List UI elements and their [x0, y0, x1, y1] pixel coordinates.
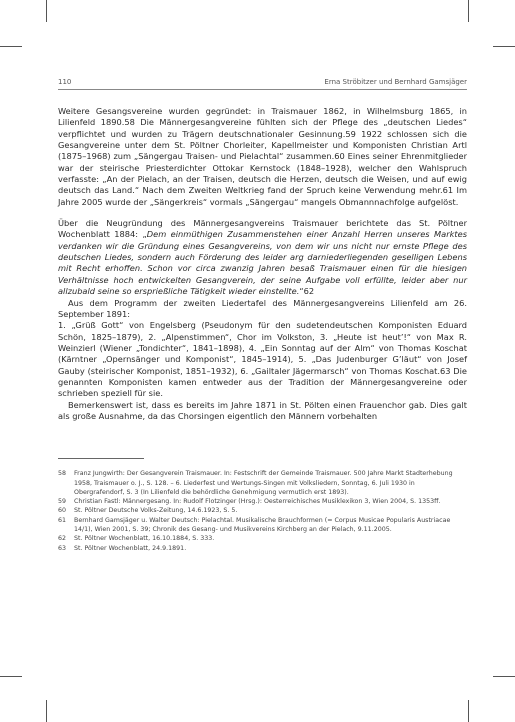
wochenblatt-quote: Dem einmüthigen Zusammenstehen einer Anzahl Herren unseres Marktes verdanken wir die Gründung eines Gesangvereins, von dem wir uns nicht nur ernste Pflege des deutschen Liedes, sondern auch Förderung des leider arg darniederliegenden geselligen Lebens mit Recht erhoffen. Schon vor circa zwanzig Jahren besaß Traismauer einen für die hiesigen Verhältnisse hoch entwickelten Gesangverein, der seine Aufgabe voll erfüllte, leider aber nur allzubald seine so ersprießliche Tätigkeit wieder einstellte.	[58, 229, 467, 297]
paragraph-wochenblatt	[58, 218, 467, 297]
crop-mark-bottom-left-v	[46, 700, 47, 722]
footnote-number: 58	[58, 470, 67, 478]
paragraph-wochenblatt-end: “62	[299, 286, 315, 297]
footnote-63	[58, 544, 467, 553]
body-text	[58, 106, 467, 422]
footnotes	[58, 469, 467, 553]
running-header-authors: Erna Ströbitzer und Bernhard Gamsjäger	[324, 78, 467, 86]
footnote-text: Franz Jungwirth: Der Gesangverein Traismauer. In: Festschrift der Gemeinde Traismauer. 500 Jahre Markt Stadterhebung 1958, Traismauer o. J., S. 128. – 6. Liederfest und Wertungs-Singen mit Volksliedern, Sonntag, 6. Juli 1930 in Obergrafendorf, S. 3 (In Lilienfeld die behördliche Genehmigung vermutlich erst 1893).	[74, 470, 453, 496]
paragraph-wochenblatt-intro: Über die Neugründung des Männergesangvereins Traismauer berichtete das St. Pöltner Wochenblatt 1884: „	[58, 218, 467, 240]
paragraph-frauenchor: Bemerkenswert ist, dass es bereits im Jahre 1871 in St. Pölten einen Frauenchor gab. Dies galt als große Ausnahme, da das Chorsingen eigentlich den Männern vorbehalten	[58, 399, 467, 421]
crop-mark-top-right-v	[468, 0, 469, 22]
footnote-number: 61	[58, 516, 67, 524]
footnote-58	[58, 469, 467, 497]
footnote-rule	[58, 458, 144, 459]
crop-mark-bottom-right-h	[493, 676, 515, 677]
paragraph-programm: Aus dem Programm der zweiten Liedertafel des Männergesangvereins Lilienfeld am 26. September 1891:	[58, 297, 467, 319]
footnote-number: 63	[58, 544, 67, 552]
footnote-text: St. Pöltner Deutsche Volks-Zeitung, 14.6.1923, S. 5.	[74, 507, 238, 515]
crop-mark-top-left-v	[46, 0, 47, 22]
paragraph-gesangsvereine: Weitere Gesangsvereine wurden gegründet: in Traismauer 1862, in Wilhelmsburg 1865, in Lilienfeld 1890.58 Die Männergesangvereine fühlten sich der Pflege des „deutschen Liedes“ verpflichtet und wurden zu Trägern deutschnationaler Gesinnung.59 1922 schlossen sich die Gesangvereine unter dem St. Pöltner Chorleiter, Kapellmeister und Komponisten Christian Artl (1875–1968) zum „Sängergau Traisen- und Pielachtal“ zusammen.60 Eines seiner Ehrenmitglieder war der steirische Priesterdichter Ottokar Kernstock (1848–1928), welcher den Wahlspruch verfasste: „An der Pielach, an der Traisen, deutsch die Herzen, deutsch die Weisen, und auf ewig deutsch das Land.“ Nach dem Zweiten Weltkrieg fand der Spruch keine Verwendung mehr.61 Im Jahre 2005 wurde der „Sängerkreis“ vormals „Sängergau“ mangels Obmannnachfolge aufgelöst.	[58, 106, 467, 207]
footnote-59	[58, 497, 467, 506]
footnote-text: Bernhard Gamsjäger u. Walter Deutsch: Pielachtal. Musikalische Brauchformen (= Corpus Musicae Popularis Austriacae 14/1), Wien 2001, S. 39; Chronik des Gesang- und Musikvereins Kirchberg an der Pielach, 9.11.2005.	[74, 516, 451, 534]
page-number: 110	[58, 78, 72, 86]
footnote-text: St. Pöltner Wochenblatt, 16.10.1884, S. 333.	[74, 535, 215, 543]
footnote-62	[58, 534, 467, 543]
footnote-61	[58, 516, 467, 535]
footnote-60	[58, 506, 467, 515]
running-header	[58, 78, 467, 90]
paragraph-program-list: 1. „Grüß Gott“ von Engelsberg (Pseudonym für den sudetendeutschen Komponisten Eduard Schön, 1825–1879), 2. „Alpenstimmen“, Chor im Volkston, 3. „Heute ist heut’!“ von Max R. Weinzierl (Wiener „Tondichter“, 1841–1898), 4. „Ein Sonntag auf der Alm“ von Thomas Koschat (Kärntner „Opernsänger und Komponist“, 1845–1914), 5. „Das Judenburger G’läut“ von Josef Gauby (steirischer Komponist, 1851–1932), 6. „Gailtaler Jägermarsch“ von Thomas Koschat.63 Die genannten Komponisten kamen entweder aus der Tradition der Männergesangvereine oder schrieben speziell für sie.	[58, 320, 467, 399]
crop-mark-bottom-left-h	[0, 676, 22, 677]
footnote-number: 59	[58, 498, 67, 506]
crop-mark-top-right-h	[493, 46, 515, 47]
header-rule	[58, 89, 467, 90]
crop-mark-top-left-h	[0, 46, 22, 47]
footnote-text: Christian Fastl: Männergesang. In: Rudolf Flotzinger (Hrsg.): Oesterreichisches Musiklexikon 3, Wien 2004, S. 1353ff.	[74, 498, 441, 506]
book-page	[58, 78, 467, 553]
crop-mark-bottom-right-v	[468, 700, 469, 722]
footnote-text: St. Pöltner Wochenblatt, 24.9.1891.	[74, 544, 187, 552]
footnote-number: 62	[58, 535, 67, 543]
footnote-number: 60	[58, 507, 67, 515]
